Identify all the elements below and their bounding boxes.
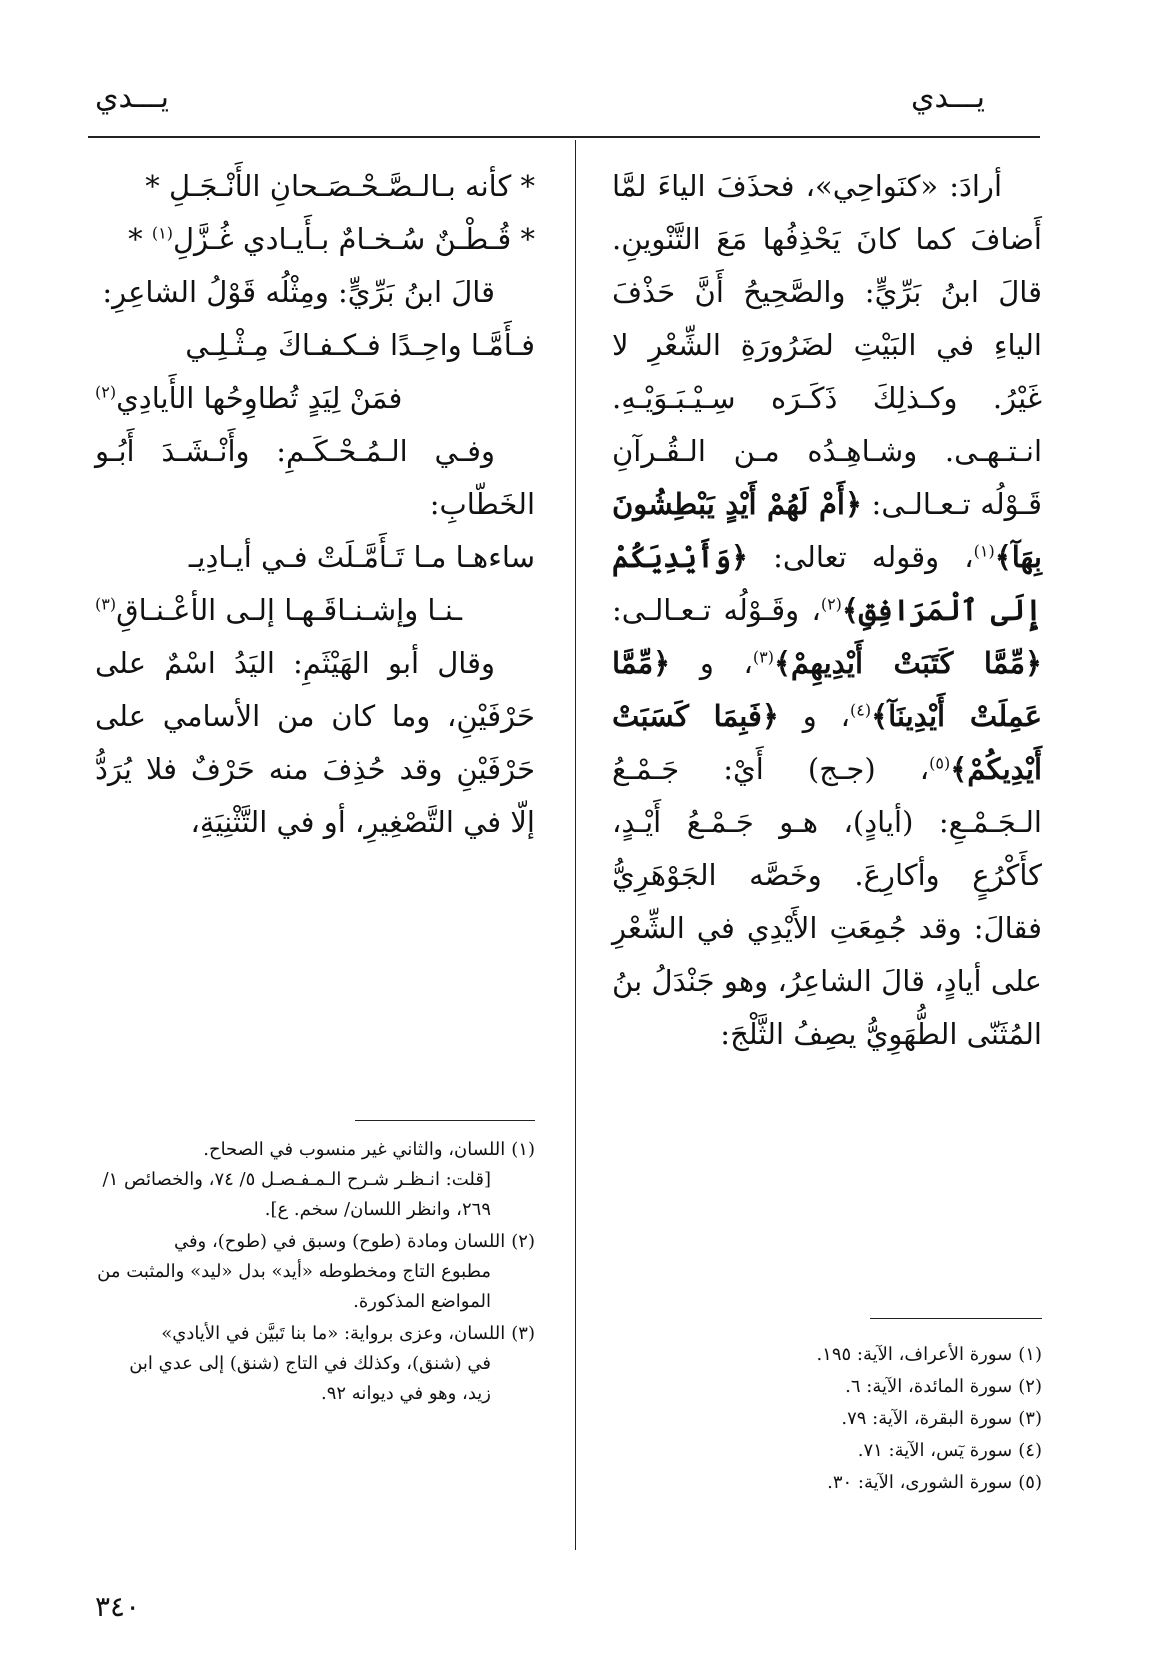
- right-column-text: [612, 160, 1042, 1061]
- footnote-ref: (٣): [752, 647, 774, 667]
- quran-quote: ﴿مِّمَّا كَتَبَتْ أَيْدِيهِمْ﴾: [773, 646, 1043, 680]
- text-run: أرادَ: «كنَواحِي»، فحذَفَ الياءَ لمَّا أَضافَ كما كانَ يَحْذِفُها مَعَ التَّنْوينِ. قالَ ابنُ بَرِّيٍّ: والصَّحِيحُ أَنَّ حَذْفَ الياءِ في البَيْتِ لضَرُورَةِ الشِّعْرِ لا غَيْرُ. وكـذلِكَ ذَكَـرَه سِـيْـبَـوَيْـهِ. انـتـهـى. وشـاهِـدُه مـن الـقُـرآنِ قَـوْلُه تـعـالـى:: [612, 169, 1043, 521]
- footnote-continuation: [قلت: انـظـر شـرح الـمـفـصـل ٥/ ٧٤، والخصائص ١/ ٢٦٩، وانظر اللسان/ سخم. ع].: [102, 1169, 491, 1220]
- footnote-text: اللسان، وعزى برواية: «ما بنا تَبيَّن في الأيادي»: [161, 1323, 506, 1344]
- footnote-number: (١): [1018, 1344, 1042, 1365]
- footnote-continuation: مطبوع التاج ومخطوطه «أيد» بدل «ليد» والمثبت من المواضع المذكورة.: [97, 1261, 491, 1312]
- footnotes-right: [612, 1340, 1042, 1500]
- footnote: [95, 1319, 535, 1409]
- verse-line: فـأَمَّـا واحِـدًا فـكـفـاكَ مِـثْـلِـي: [185, 328, 535, 362]
- text-run: ، وقوله تعالى:: [773, 540, 974, 574]
- footnote-text: سورة الشورى، الآية: ٣٠.: [827, 1472, 1013, 1493]
- running-head-left: يـــدي: [95, 80, 169, 115]
- footnote-text: سورة الأعراف، الآية: ١٩٥.: [816, 1344, 1013, 1365]
- footnote-number: (٣): [511, 1323, 535, 1344]
- verse-line: * كأنه بـالـصَّـحْـصَـحانِ الأَنْـجَـلِ *: [145, 169, 535, 203]
- footnote-ref: (٣): [95, 594, 117, 614]
- column-divider: [575, 140, 576, 1550]
- paragraph: وفـي الـمُـحْـكَـمِ: وأَنْـشَـدَ أَبُـو الخَطّابِ:: [95, 434, 535, 521]
- footnote-ref: (١): [973, 541, 995, 561]
- footnote-ref: (١): [151, 223, 173, 243]
- footnote-ref: (٤): [850, 700, 872, 720]
- footnote-ref: (٥): [929, 753, 951, 773]
- footnote-number: (٢): [511, 1231, 535, 1252]
- verse-text: * قُـطْـنٌ سُـخـامٌ بـأَيـادي غُـزَّلِ: [172, 222, 535, 256]
- footnotes-left: [95, 1135, 535, 1411]
- footnote-number: (٥): [1018, 1472, 1042, 1493]
- left-column: [95, 160, 535, 849]
- verse-line: [95, 372, 535, 425]
- footnote-text: اللسان، والثاني غير منسوب في الصحاح.: [203, 1139, 506, 1160]
- footnote-number: (٢): [1018, 1376, 1042, 1397]
- footnote-text: سورة البقرة، الآية: ٧٩.: [841, 1408, 1013, 1429]
- paragraph: قالَ ابنُ بَرِّيٍّ: ومِثْلُه قَوْلُ الشاعِرِ:: [102, 275, 495, 309]
- footnote-ref: (٢): [95, 382, 117, 402]
- footnote-text: سورة المائدة، الآية: ٦.: [845, 1376, 1013, 1397]
- footnote: [95, 1135, 535, 1225]
- verse-line: [95, 213, 535, 266]
- verse-text: *: [128, 222, 152, 256]
- footnote: [612, 1468, 1042, 1498]
- text-run: ، وقَـوْلُه تـعـالـى:: [612, 593, 821, 627]
- verse-line: ساءهـا مـا تَـأَمَّـلَتْ فـي أيـادِيـ: [188, 540, 535, 574]
- header-rule: [88, 136, 1040, 138]
- quran-quote: ﴿مِّمَّا عَمِلَتْ أَيْدِينَآ﴾: [612, 646, 1042, 733]
- verse-text: فمَنْ لِيَدٍ تُطاوِحُها الأَيادِي: [116, 381, 403, 415]
- text-run: ، (جـج) أَيْ: جَـمْـعُ الـجَـمْـعِ: (أيادٍ)، هـو جَـمْـعُ أَيْـدٍ، كأَكْرُعٍ وأكارِعَ. وخَصَّه الجَوْهَرِيُّ فقالَ: وقد جُمِعَتِ الأَيْدِي في الشِّعْرِ على أيادٍ، قالَ الشاعِرُ، وهو جَنْدَلُ بنُ المُثَنّى الطُّهَوِيُّ يصِفُ الثَّلْجَ:: [612, 752, 1042, 1051]
- footnote: [95, 1227, 535, 1317]
- footnote-text: اللسان ومادة (طوح) وسبق في (طوح)، وفي: [173, 1231, 506, 1252]
- footnote: [612, 1404, 1042, 1434]
- footnote: [612, 1340, 1042, 1370]
- footnote: [612, 1436, 1042, 1466]
- quran-quote: ﴿أَمْ لَهُمْ أَيْدٍ يَبْطِشُونَ بِهَآ﴾: [612, 487, 1042, 574]
- footnote-ref: (٢): [820, 594, 842, 614]
- text-run: ، و: [699, 646, 753, 680]
- footnote-continuation: في (شنق)، وكذلك في التاج (شنق) إلى عدي ابن زيد، وهو في ديوانه ٩٢.: [129, 1353, 491, 1404]
- page-number: ٣٤٠: [95, 1590, 141, 1623]
- text-run: ، و: [802, 699, 850, 733]
- footnote: [612, 1372, 1042, 1402]
- footnote-rule: [870, 1318, 1042, 1319]
- verse-text: ـنـا وإشـنـاقَـهـا إلـى الأعْـنـاقِ: [116, 593, 462, 627]
- footnote-number: (٣): [1018, 1408, 1042, 1429]
- quran-quote: ﴿فَبِمَا كَسَبَتْ أَيْدِيكُمْ﴾: [612, 699, 1042, 786]
- quran-quote: ﴿وَأَيْدِيَكُمْ إِلَى ٱلْمَرَافِقِ﴾: [612, 540, 1042, 627]
- right-column: [612, 160, 1042, 1061]
- running-head-right: يـــدي: [911, 80, 985, 115]
- paragraph: وقال أبو الهَيْثَمِ: اليَدُ اسْمٌ على حَرْفَيْنِ، وما كان من الأسامي على حَرْفَيْنِ وقد حُذِفَ منه حَرْفٌ فلا يُرَدُّ إلّا في التَّصْغِيرِ، أو في التَّثْنِيَةِ،: [95, 646, 535, 839]
- footnote-number: (١): [511, 1139, 535, 1160]
- footnote-number: (٤): [1018, 1440, 1042, 1461]
- verse-line: [95, 584, 535, 637]
- footnote-rule: [355, 1120, 535, 1121]
- footnote-text: سورة يٓس، الآية: ٧١.: [857, 1440, 1013, 1461]
